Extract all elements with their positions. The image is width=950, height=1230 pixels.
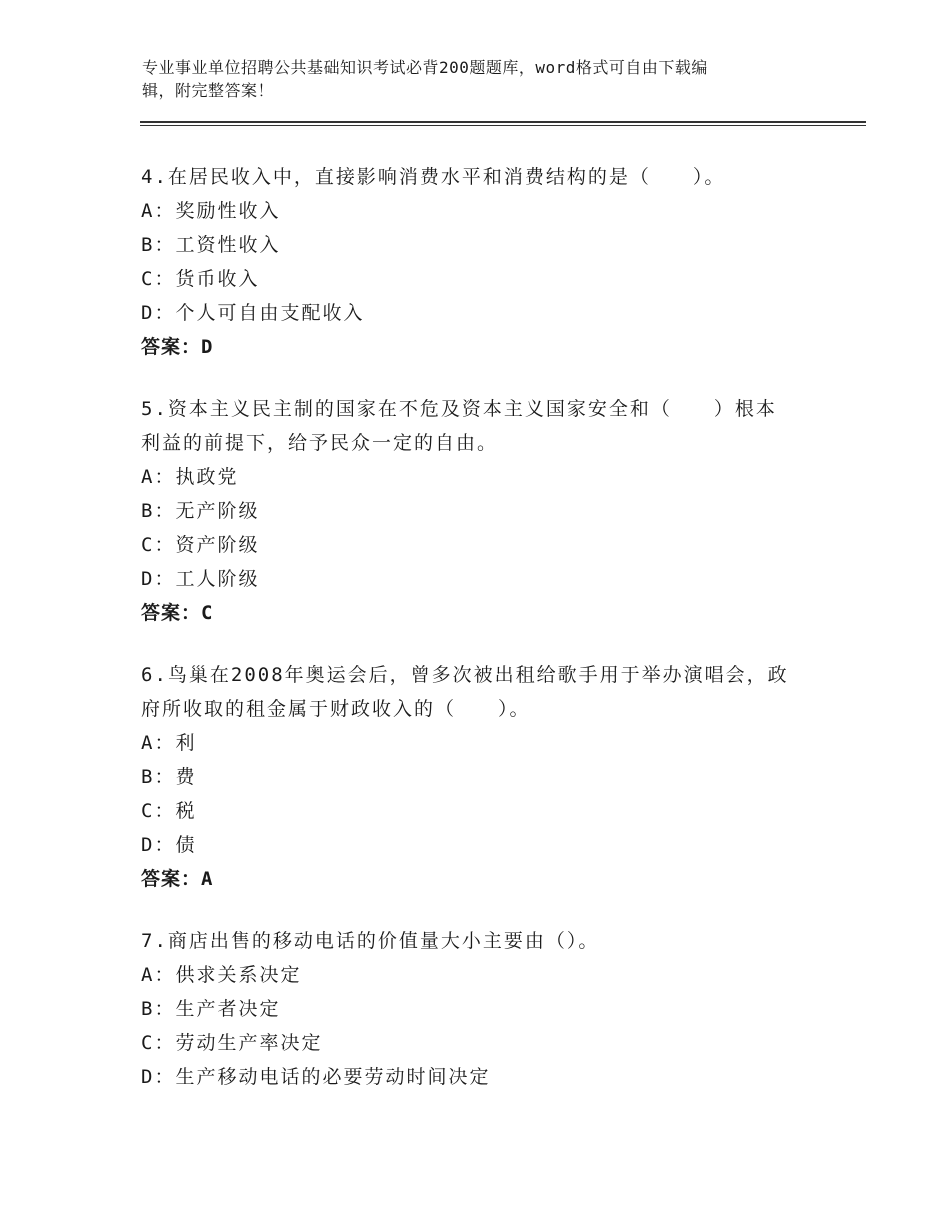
option-d: D：个人可自由支配收入 (141, 302, 365, 324)
question-stem-line-2: 府所收取的租金属于财政收入的（ ）。 (141, 698, 531, 720)
option-c: C：资产阶级 (141, 534, 260, 556)
option-a: A：利 (141, 732, 197, 754)
option-d: D：工人阶级 (141, 568, 260, 590)
question-7 (141, 924, 821, 1094)
header-line-1: 专业事业单位招聘公共基础知识考试必背200题题库，word格式可自由下载编 (142, 58, 708, 77)
question-stem-line-2: 利益的前提下，给予民众一定的自由。 (141, 432, 499, 454)
option-d: D：生产移动电话的必要劳动时间决定 (141, 1066, 491, 1088)
option-d: D：债 (141, 834, 197, 856)
option-c: C：货币收入 (141, 268, 260, 290)
answer-label: 答案：C (141, 602, 214, 624)
question-list (141, 160, 821, 1122)
header-rule-thin (140, 125, 866, 126)
question-6 (141, 658, 821, 896)
answer-label: 答案：A (141, 868, 214, 890)
option-a: A：执政党 (141, 466, 239, 488)
answer-label: 答案：D (141, 336, 214, 358)
header-rule-thick (140, 121, 866, 123)
option-b: B：工资性收入 (141, 234, 281, 256)
option-b: B：费 (141, 766, 197, 788)
question-stem-line-1: 6.鸟巢在2008年奥运会后，曾多次被出租给歌手用于举办演唱会，政 (141, 664, 789, 686)
option-a: A：供求关系决定 (141, 964, 302, 986)
option-b: B：无产阶级 (141, 500, 260, 522)
option-b: B：生产者决定 (141, 998, 281, 1020)
question-5 (141, 392, 821, 630)
question-4 (141, 160, 821, 364)
header-line-2: 辑，附完整答案！ (142, 81, 275, 100)
question-stem: 7.商店出售的移动电话的价值量大小主要由（）。 (141, 930, 600, 952)
page-header (142, 56, 802, 102)
option-c: C：税 (141, 800, 197, 822)
option-a: A：奖励性收入 (141, 200, 281, 222)
question-stem-line-1: 5.资本主义民主制的国家在不危及资本主义国家安全和（ ）根本 (141, 398, 777, 420)
option-c: C：劳动生产率决定 (141, 1032, 323, 1054)
question-stem: 4.在居民收入中，直接影响消费水平和消费结构的是（ ）。 (141, 166, 726, 188)
